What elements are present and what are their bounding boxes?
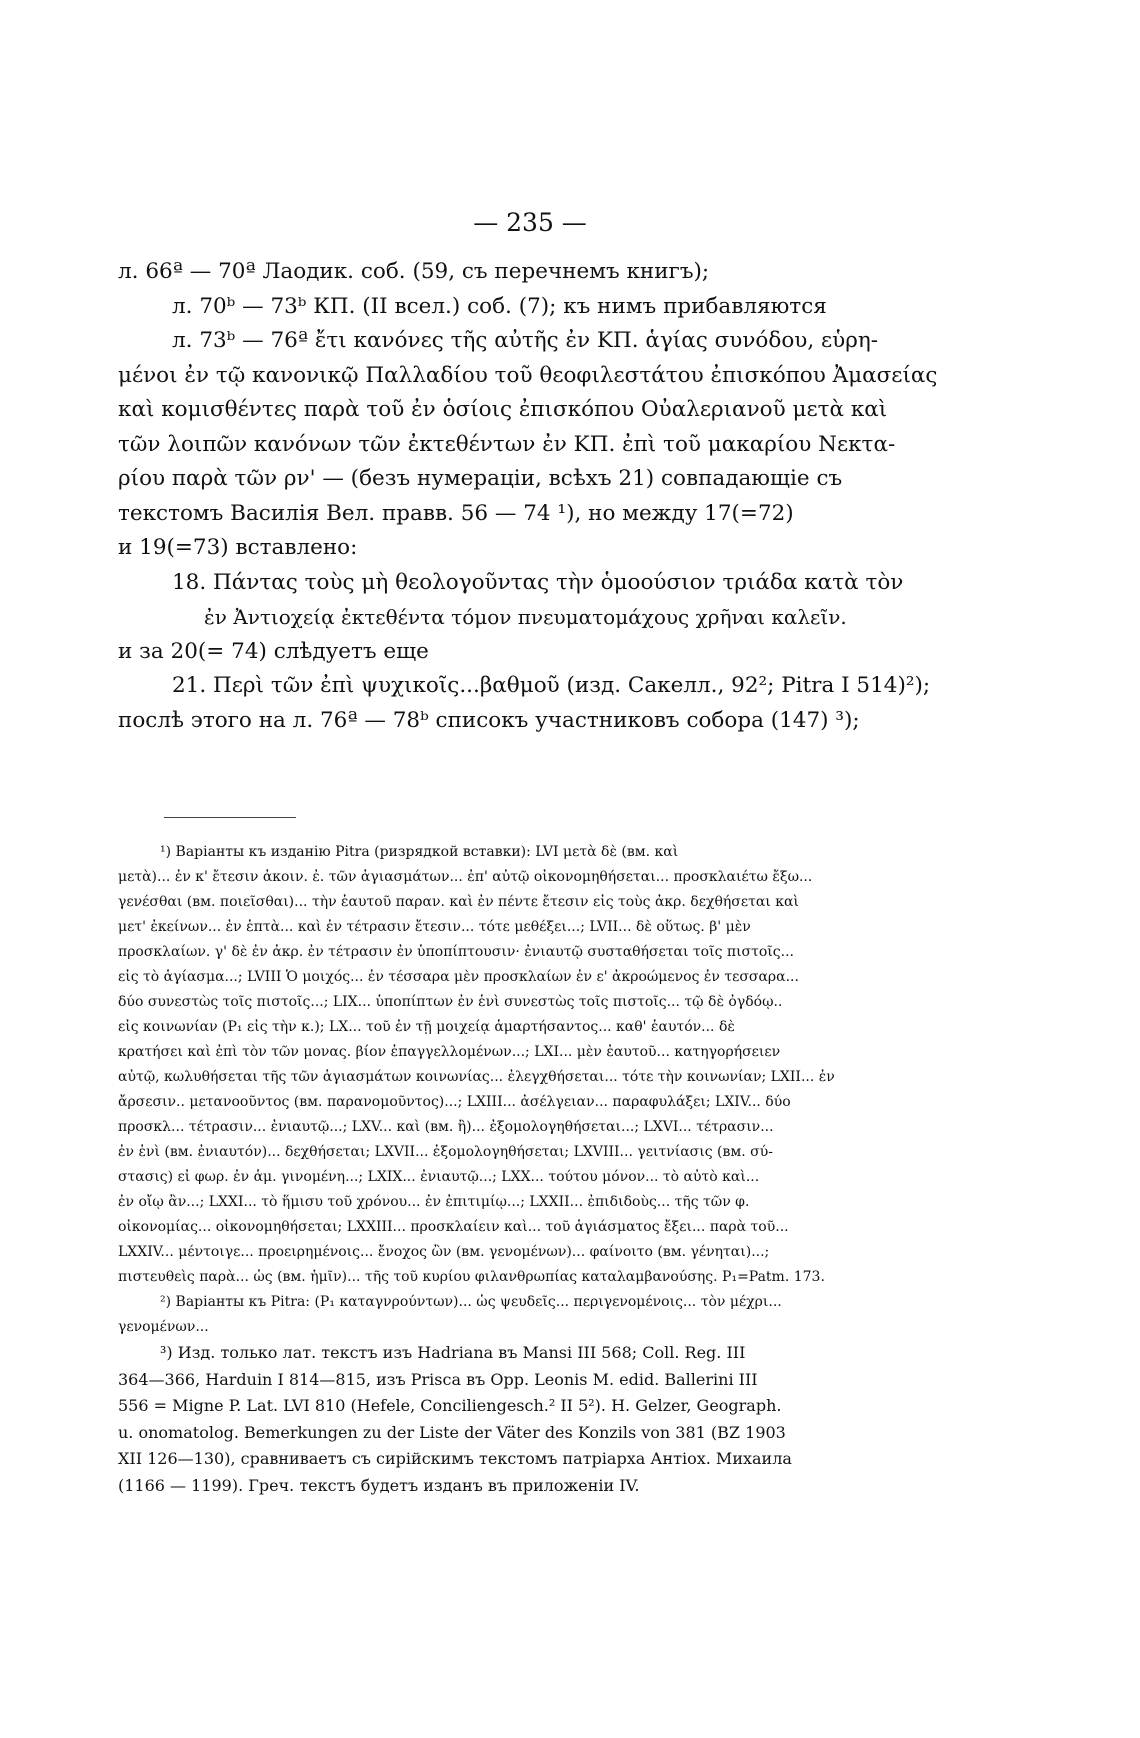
footnote-line: εἰς κοινωνίαν (P₁ εἰς τὴν κ.); LX... τοῦ ἐν τῇ μοιχείᾳ ἁμαρτήσαντος... καθ' ἑαυτόν... δὲ [118, 1019, 735, 1035]
text-line: τῶν λοιπῶν κανόνων τῶν ἐκτεθέντων ἐν ΚΠ. ἐπὶ τοῦ μακαρίου Νεκτα- [118, 431, 896, 457]
footnote-line: XII 126—130), сравниваетъ съ сирійскимъ текстомъ патріарха Антіох. Михаила [118, 1449, 792, 1468]
footnote-line: μετ' ἐκείνων... ἐν ἑπτὰ... καὶ ἐν τέτρασιν ἔτεσιν... τότε μεθέξει...; LVII... δὲ οὕτως. β' μὲν [118, 919, 751, 935]
footnote-line: LXXIV... μέντοιγε... προειρημένοις... ἔνοχος ὢν (вм. γενομένων)... φαίνοιτο (вм. γένηται)...; [118, 1244, 770, 1260]
main-text [118, 255, 968, 738]
footnote-separator [164, 817, 296, 818]
text-line: л. 70ᵇ — 73ᵇ КП. (II всел.) соб. (7); къ нимъ прибавляются [172, 293, 827, 319]
footnote-3 [118, 1340, 968, 1499]
footnotes [118, 840, 968, 1499]
footnote-line: ¹) Варіанты къ изданію Pitra (ризрядкой вставки): LVI μετὰ δὲ (вм. καὶ [160, 844, 679, 860]
text-line: μένοι ἐν τῷ κανονικῷ Παλλαδίου τοῦ θεοφιλεστάτου ἐπισκόπου Ἀμασείας [118, 362, 938, 388]
footnote-line: ἐν ἑνὶ (вм. ἐνιαυτόν)... δεχθήσεται; LXVII... ἐξομολογηθήσεται; LXVIII... γειτνίασις (вм. σύ- [118, 1144, 773, 1160]
footnote-line: πιστευθεὶς παρὰ... ὡς (вм. ἡμῖν)... τῆς τοῦ κυρίου φιλανθρωπίας καταλαμβανούσης. P₁=Patm. 173. [118, 1269, 825, 1285]
text-line: текстомъ Василія Вел. правв. 56 — 74 ¹), но между 17(=72) [118, 500, 794, 526]
footnote-1 [118, 840, 968, 1290]
footnote-line: εἰς τὸ ἁγίασμα...; LVIII Ὁ μοιχός... ἐν τέσσαρα μὲν προσκλαίων ἐν ε' ἀκροώμενος ἐν τεσσαρα... [118, 969, 799, 985]
footnote-line: στασις) εἰ φωρ. ἐν ἁμ. γινομένη...; LXIX... ἐνιαυτῷ...; LXX... τούτου μόνον... τὸ αὐτὸ καὶ... [118, 1169, 760, 1185]
text-line: καὶ κομισθέντες παρὰ τοῦ ἐν ὁσίοις ἐπισκόπου Οὐαλεριανοῦ μετὰ καὶ [118, 397, 888, 422]
text-line: и 19(=73) вставлено: [118, 535, 358, 560]
footnote-line: ἄρσεσιν.. μετανοοῦντος (вм. παρανομοῦντος)...; LXIII... ἀσέλγειαν... παραφυλάξει; LXIV... δύο [118, 1094, 791, 1110]
footnote-2 [118, 1290, 968, 1340]
text-line: ρίου παρὰ τῶν ρν' — (безъ нумераціи, всѣхъ 21) совпадающіе съ [118, 466, 843, 491]
footnote-line: u. onomatolog. Bemerkungen zu der Liste der Väter des Konzils von 381 (BZ 1903 [118, 1422, 786, 1442]
page-number: — 235 — [473, 208, 587, 237]
footnote-line: (1166 — 1199). Греч. текстъ будетъ изданъ въ приложеніи IV. [118, 1475, 640, 1495]
footnote-line: ²) Варіанты къ Pitra: (P₁ καταγνρούντων)... ὡς ψευδεῖς... περιγενομένοις... τὸν μέχρι... [160, 1294, 782, 1310]
footnote-line: 364—366, Harduin I 814—815, изъ Prisca въ Opp. Leonis M. edid. Ballerini III [118, 1369, 758, 1389]
canon-21: 21. Περὶ τῶν ἐπὶ ψυχικοῖς...βαθμοῦ (изд. Сакелл., 92²; Pitra I 514)²); [172, 673, 931, 698]
text-line: и за 20(= 74) слѣдуетъ еще [118, 638, 429, 664]
footnote-line: μετὰ)... ἐν κ' ἔτεσιν ἀκοιν. ἐ. τῶν ἁγιασμάτων... ἐπ' αὐτῷ οἰκονομηθήσεται... προσκλαιέτω ἔξω... [118, 869, 813, 885]
canon-18-line-2: ἐν Ἀντιοχείᾳ ἐκτεθέντα τόμον πνευματομάχους χρῆναι καλεῖν. [204, 605, 847, 629]
footnote-line: κρατήσει καὶ ἐπὶ τὸν τῶν μονας. βίον ἐπαγγελλομένων...; LXI... μὲν ἑαυτοῦ... κατηγορήσειεν [118, 1044, 781, 1060]
footnote-line: προσκλαίων. γ' δὲ ἐν ἀκρ. ἐν τέτρασιν ἐν ὑποπίπτουσιν· ἐνιαυτῷ συσταθήσεται τοῖς πιστοῖς... [118, 944, 794, 960]
footnote-line: ³) Изд. только лат. текстъ изъ Hadriana въ Mansi III 568; Coll. Reg. III [160, 1343, 746, 1362]
footnote-line: δύο συνεστὼς τοῖς πιστοῖς...; LIX... ὑποπίπτων ἐν ἑνὶ συνεστὼς τοῖς πιστοῖς... τῷ δὲ ὀγδόῳ.. [118, 994, 783, 1010]
footnote-line: αὐτῷ, κωλυθήσεται τῆς τῶν ἁγιασμάτων κοινωνίας... ἐλεγχθήσεται... τότε τὴν κοινωνίαν; LXII... ἐν [118, 1069, 835, 1085]
footnote-line: οἰκονομίας... οἰκονομηθήσεται; LXXIII... προσκλαίειν καὶ... τοῦ ἁγιάσματος ἔξει... παρὰ τοῦ... [118, 1219, 789, 1235]
canon-18-line-1: 18. Πάντας τοὺς μὴ θεολογοῦντας τὴν ὁμοούσιον τριάδα κατὰ τὸν [172, 569, 904, 595]
text-line: послѣ этого на л. 76ª — 78ᵇ списокъ участниковъ собора (147) ³); [118, 707, 860, 733]
footnote-line: ἐν οἴῳ ἂν...; LXXI... τὸ ἥμισυ τοῦ χρόνου... ἐν ἐπιτιμίῳ...; LXXII... ἐπιδιδοὺς... τῆς τῶν φ. [118, 1194, 750, 1210]
text-line: л. 73ᵇ — 76ª ἔτι κανόνες τῆς αὐτῆς ἐν ΚΠ. ἁγίας συνόδου, εὑρη- [172, 328, 878, 353]
footnote-line: 556 = Migne P. Lat. LVI 810 (Hefele, Conciliengesch.² II 5²). H. Gelzer, Geograph. [118, 1396, 782, 1415]
footnote-line: προσκλ... τέτρασιν... ἐνιαυτῷ...; LXV... καὶ (вм. ἢ)... ἐξομολογηθήσεται...; LXVI... τέτρασιν... [118, 1119, 774, 1135]
text-line: л. 66ª — 70ª Лаодик. соб. (59, съ перечнемъ книгъ); [118, 259, 710, 284]
footnote-line: γενέσθαι (вм. ποιεῖσθαι)... τὴν ἑαυτοῦ παραν. καὶ ἐν πέντε ἔτεσιν εἰς τοὺς ἀκρ. δεχθήσεται καὶ [118, 894, 799, 910]
footnote-line: γενομένων... [118, 1319, 209, 1335]
